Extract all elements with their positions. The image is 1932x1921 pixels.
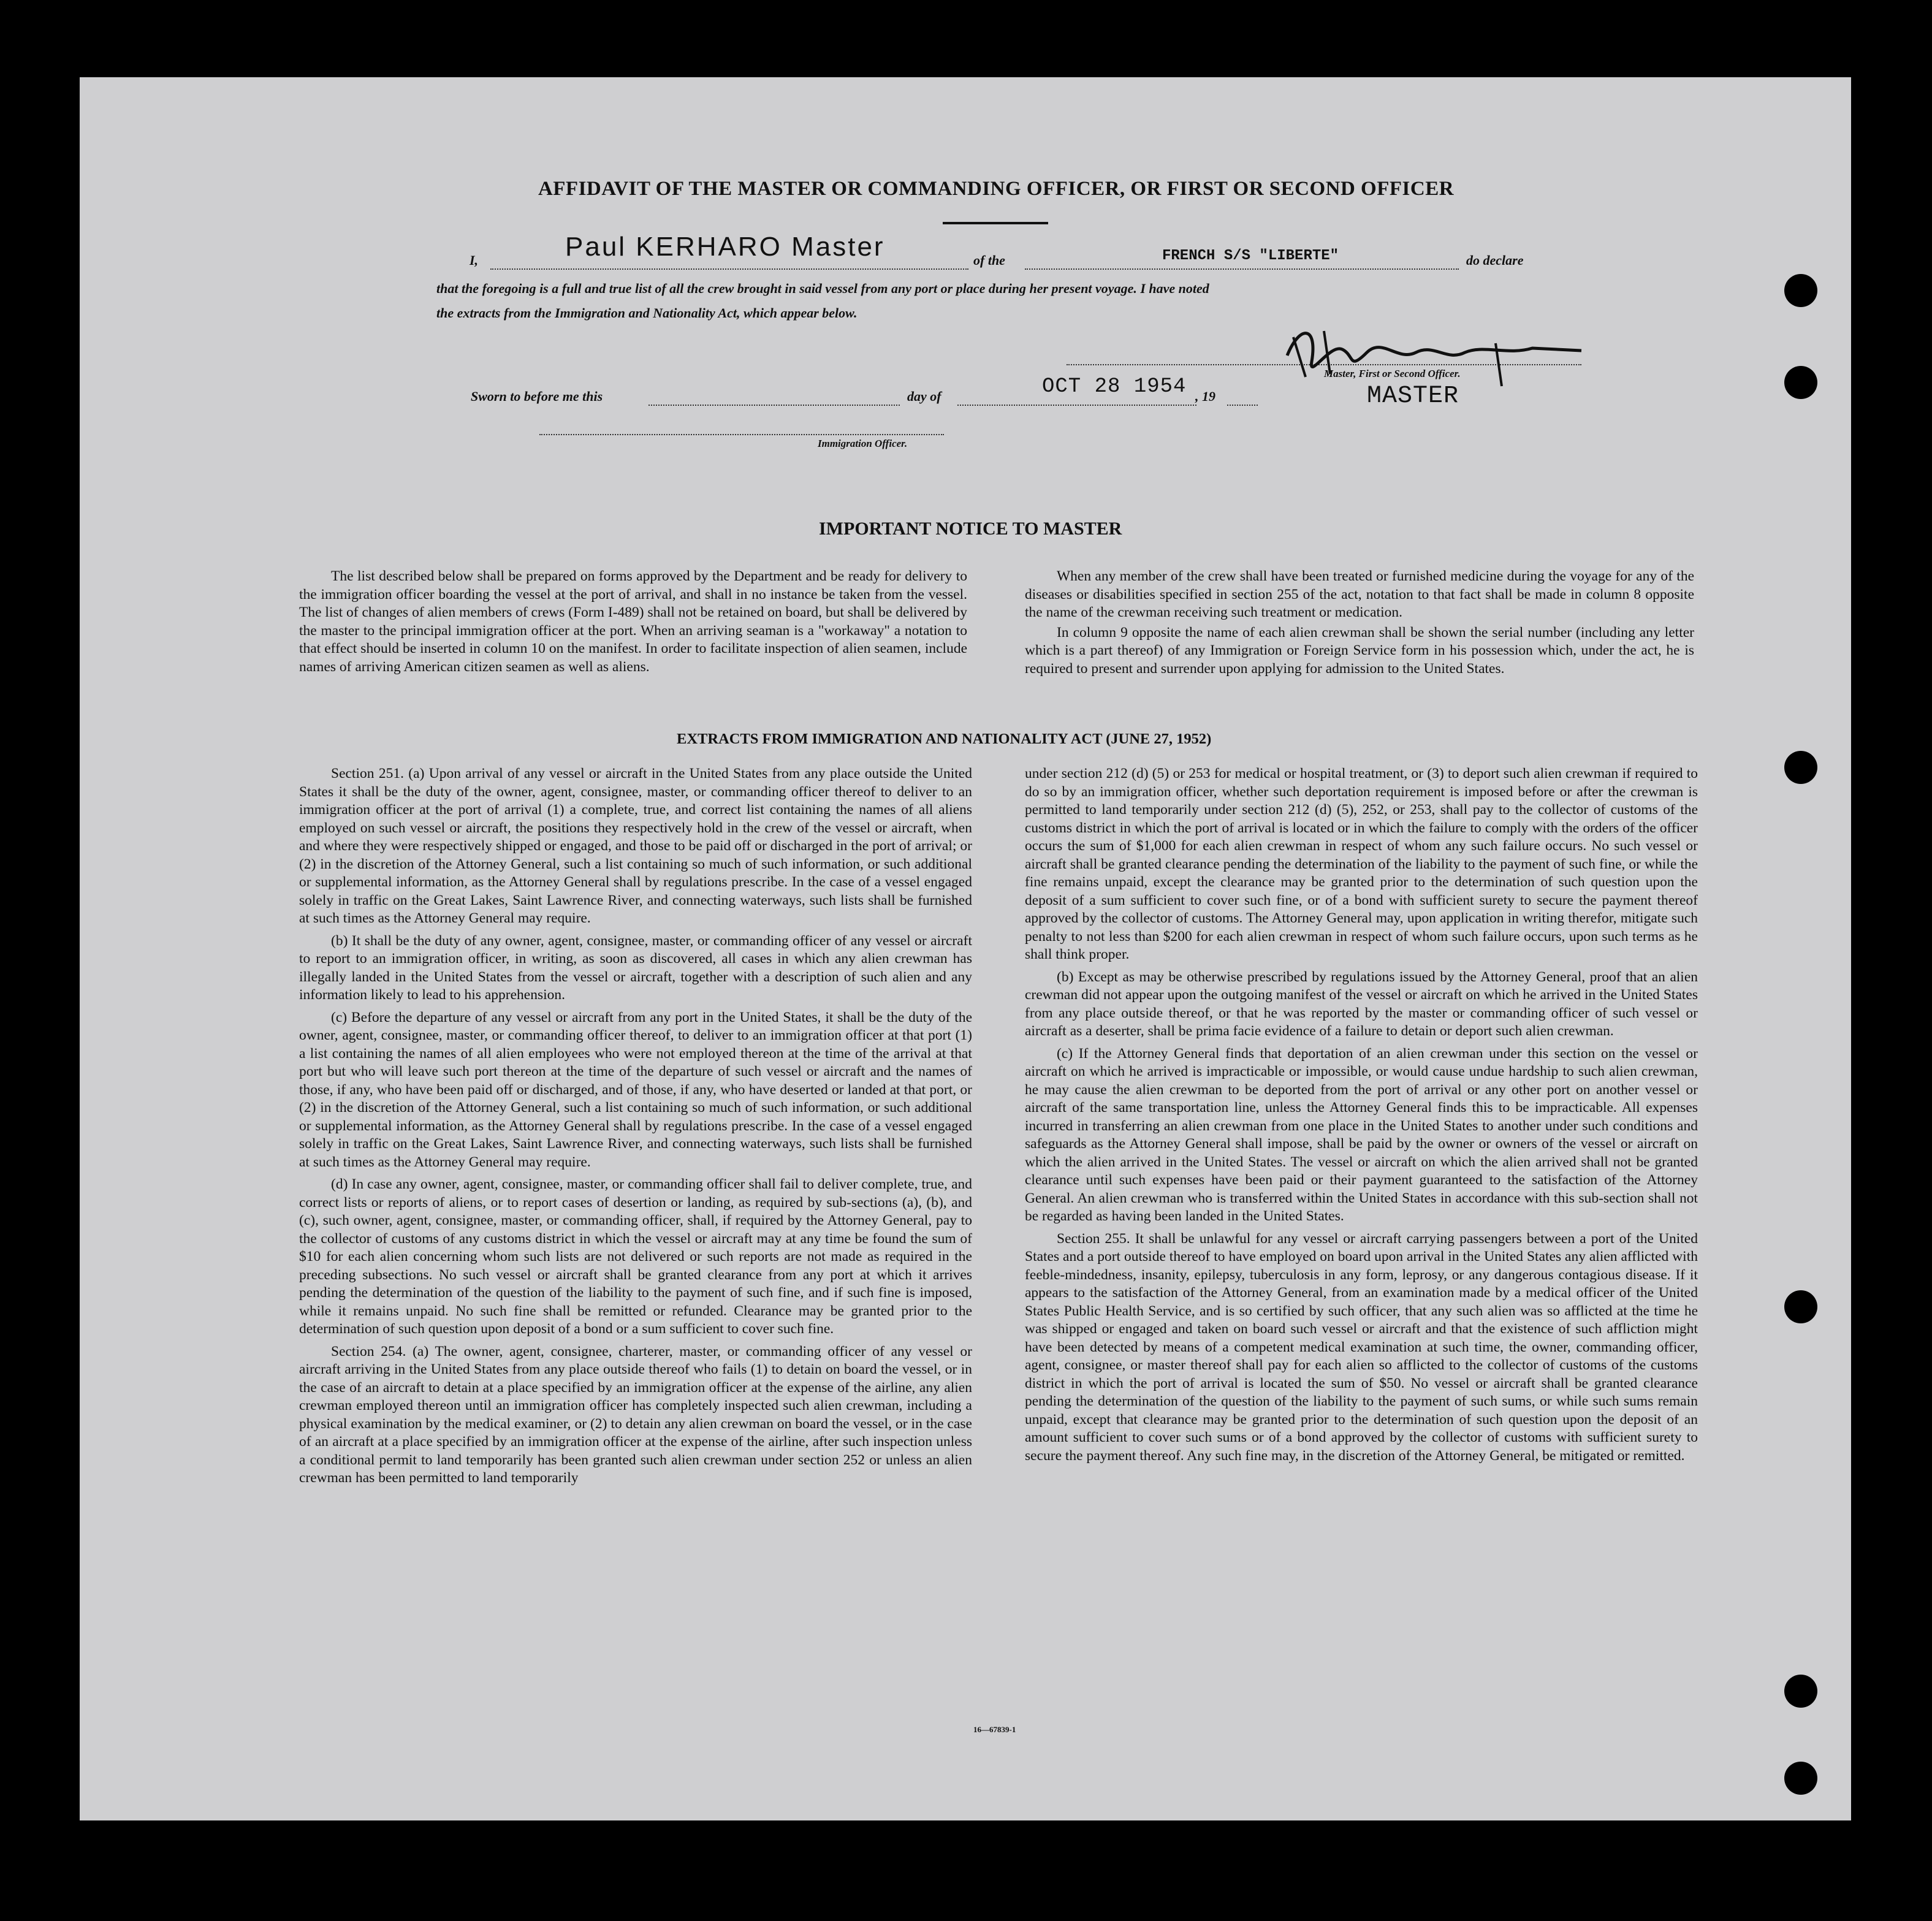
extracts-right-column xyxy=(1025,765,1698,1469)
section-251-c: (c) Before the departure of any vessel or aircraft from any port in the United States, it shall be the duty of the owner, agent, consignee, master, or commanding officer thereof, to deliver to an immigration officer at that port (1) a list containing the names of all alien employees who were not employed thereon at the time of the arrival at that port but who will leave such port thereon at the time of the departure of such vessel or aircraft and the names of those, if any, who have been paid off or discharged, and of those, if any, who have deserted or landed at that port, or (2) in the discretion of the Attorney General, such a list containing so much of such information, or such additional or supplemental information, as the Attorney General shall by regulations prescribe. In the case of a vessel engaged solely in traffic on the Great Lakes, Saint Lawrence River, and connecting waterways, such lists shall be furnished at such times as the Attorney General may require. xyxy=(299,1009,972,1170)
binder-hole xyxy=(1784,1762,1817,1795)
binder-hole xyxy=(1784,366,1817,399)
year-line xyxy=(1227,405,1258,406)
master-stamp: MASTER xyxy=(1367,382,1459,410)
sworn-label: Sworn to before me this xyxy=(471,389,603,404)
title-underline xyxy=(943,222,1048,224)
notice-right-column xyxy=(1025,568,1694,682)
declarant-line xyxy=(490,268,968,270)
binder-hole xyxy=(1784,751,1817,784)
section-254-a-continued: under section 212 (d) (5) or 253 for medical or hospital treatment, or (3) to deport such alien crewman if required to do so by an immigration officer, whether such deportation requirement is imposed before or after the crewman is permitted to land temporarily under section 212 (d) (5), 252, or 253, shall pay to the collector of customs of the customs district in which the port of arrival is located or in which the failure to comply with the orders of the officer occurs the sum of $1,000 for each alien crewman in respect of whom any such failure occurs. No such vessel or aircraft shall be granted clearance pending the determination of the liability to the payment of such fine, or while the fine remains unpaid, except the clearance may be granted prior to the determination of such question upon the deposit of a sum sufficient to cover such fine, or of a bond with sufficient surety to secure the payment thereof approved by the collector of customs. The Attorney General may, upon application in writing therefor, mitigate such penalty to not less than $200 for each alien crewman in respect of whom such failure occurs, upon such terms as he shall think proper. xyxy=(1025,766,1698,962)
binder-hole xyxy=(1784,274,1817,307)
section-251-b: (b) It shall be the duty of any owner, agent, consignee, master, or commanding officer of any vessel or aircraft to report to an immigration officer, in writing, as soon as discovered, all cases in which any alien crewman has illegally landed in the United States from the vessel or aircraft, together with a description of such alien and any information likely to lead to his apprehension. xyxy=(299,932,972,1003)
section-255: Section 255. It shall be unlawful for any vessel or aircraft carrying passengers between a port of the United States and a port outside thereof to have employed on board upon arrival in the United States any alien afflicted with feeble-mindedness, insanity, epilepsy, tuberculosis in any form, leprosy, or any dangerous contagious disease. If it appears to the satisfaction of the Attorney General, from an examination made by a medical officer of the United States Public Health Service, and is so certified by such officer, that any such alien was so afflicted at the time he was shipped or engaged and taken on board such vessel or aircraft and that the existence of such affliction might have been detected by means of a competent medical examination at such time, the owner, commanding officer, agent, consignee, or master thereof shall pay for each alien so afflicted to the collector of customs of the customs district in which the port of arrival is located the sum of $50. No vessel or aircraft shall be granted clearance pending the determination of the question of the liability to the payment of such sums, or while such sums remain unpaid, except that clearance may be granted prior to the determination of such question upon the deposit of an amount sufficient to cover such sums or of a bond approved by the collector of customs with sufficient surety to secure the payment thereof. Any such fine may, in the discretion of the Attorney General, be mitigated or remitted. xyxy=(1025,1230,1698,1464)
i-label: I, xyxy=(470,253,479,268)
notice-right-text-1: When any member of the crew shall have been treated or furnished medicine during the voyage for any of the diseases or disabilities specified in section 255 of the act, notation to that fact shall be made in column 8 opposite the name of the crewman receiving such treatment or medication. xyxy=(1025,568,1694,620)
affidavit-title: AFFIDAVIT OF THE MASTER OR COMMANDING OFFICER, OR FIRST OR SECOND OFFICER xyxy=(538,178,1455,200)
date-line xyxy=(957,405,1196,406)
day-of-label: day of xyxy=(907,389,941,404)
section-254-b: (b) Except as may be otherwise prescribed by regulations issued by the Attorney General, proof that an alien crewman did not appear upon the outgoing manifest of the vessel or aircraft on which he arrived in the United States from any place outside thereof, or that he was reported by the master or commanding officer of such vessel or aircraft as a deserter, shall be prima facie evidence of a failure to detain or deport such alien crewman. xyxy=(1025,968,1698,1039)
immigration-officer-line xyxy=(539,434,944,435)
declarant-name: Paul KERHARO Master xyxy=(565,232,885,262)
notice-heading: IMPORTANT NOTICE TO MASTER xyxy=(819,519,1122,539)
notice-right-text-2: In column 9 opposite the name of each alien crewman shall be shown the serial number (including any letter which is a part thereof) of any Immigration or Foreign Service form in his possession which, under the act, he is required to present and surrender upon applying for admission to the United States. xyxy=(1025,624,1694,677)
section-254-a: Section 254. (a) The owner, agent, consignee, charterer, master, or commanding officer of any vessel or aircraft arriving in the United States from any place outside thereof who fails (1) to detain on board the vessel, or in the case of an aircraft to detain at a place specified by an immigration officer at the expense of the airline, any alien crewman employed thereon until an immigration officer has completely inspected such alien crewman, including a physical examination by the medical examiner, or (2) to detain any alien crewman on board the vessel, or in the case of an aircraft at a place specified by an immigration officer at the expense of the airline, after such inspection unless a conditional permit to land temporarily has been granted such alien crewman under section 252 or unless an alien crewman has been permitted to land temporarily xyxy=(299,1343,972,1486)
master-signature xyxy=(1275,319,1594,392)
date-stamp: OCT 28 1954 xyxy=(1042,375,1187,398)
binder-hole xyxy=(1784,1675,1817,1708)
of-the-label: of the xyxy=(973,253,1005,268)
section-254-c: (c) If the Attorney General finds that deportation of an alien crewman under this section on the vessel or aircraft on which he arrived is impracticable or impossible, or would cause undue hardship to such alien crewman, he may cause the alien crewman to be deported from the port of arrival or any other port on another vessel or aircraft of the same transportation line, unless the Attorney General finds this to be impracticable. All expenses incurred in transferring an alien crewman from one place in the United States to another under such conditions and safeguards as the Attorney General shall impose, shall be paid by the owner or owners of the vessel or aircraft on which the alien arrived in the United States. The vessel or aircraft on which the alien arrived shall not be granted clearance until such expenses have been paid or their payment guaranteed to the satisfaction of the Attorney General. An alien crewman who is transferred within the United States in accordance with this sub-section shall not be regarded as having been landed in the United States. xyxy=(1025,1045,1698,1224)
notice-left-text: The list described below shall be prepared on forms approved by the Department and be ready for delivery to the immigration officer boarding the vessel at the port of arrival, and shall in no instance be taken from the vessel. The list of changes of alien members of crews (Form I-489) shall not be retained on board, but shall be delivered by the master to the principal immigration officer at the port. When an arriving seaman is a "workaway" a notation to that effect should be inserted in column 10 on the manifest. In order to facilitate inspection of alien seamen, include names of arriving American citizen seamen as well as aliens. xyxy=(299,568,967,675)
year-label: , 19 xyxy=(1195,389,1215,404)
section-251-a: Section 251. (a) Upon arrival of any vessel or aircraft in the United States from any place outside the United States it shall be the duty of the owner, agent, consignee, master, or commanding officer thereof to deliver to an immigration officer at the port of arrival (1) a complete, true, and correct list containing the names of all aliens employed on such vessel or aircraft, the positions they respectively hold in the crew of the vessel or aircraft, when and where they were respectively shipped or engaged, and those to be paid off or discharged in the port of arrival; or (2) in the discretion of the Attorney General, such a list containing so much of such information, or such additional or supplemental information, as the Attorney General shall by regulations prescribe. In the case of a vessel engaged solely in traffic on the Great Lakes, Saint Lawrence River, and connecting waterways, such lists shall be furnished at such times as the Attorney General may require. xyxy=(299,766,972,926)
declaration-line-3: the extracts from the Immigration and Nationality Act, which appear below. xyxy=(436,305,858,321)
section-251-d: (d) In case any owner, agent, consignee, master, or commanding officer shall fail to deliver complete, true, and correct lists or reports of aliens, or to report cases of desertion or landing, as required by sub-sections (a), (b), and (c), such owner, agent, consignee, master, or commanding officer, shall, if required by the Attorney General, pay to the collector of customs of any customs district in which the vessel or aircraft may at any time be found the sum of $10 for each alien concerning whom such lists are not delivered or such reports are not made as required in the preceding subsections. No such vessel or aircraft shall be granted clearance from any port at which it arrives pending the determination of the question of the liability to the payment of such fine, and if such fine is imposed, while it remains unpaid. No such fine shall be remitted or refunded. Clearance may be granted prior to the determination of such question upon deposit of a bond or a sum sufficient to cover such fine. xyxy=(299,1176,972,1337)
do-declare-label: do declare xyxy=(1466,253,1524,268)
extracts-left-column xyxy=(299,765,972,1492)
officer-caption: Master, First or Second Officer. xyxy=(1324,368,1461,379)
binder-hole xyxy=(1784,1290,1817,1323)
immigration-officer-caption: Immigration Officer. xyxy=(818,438,908,449)
extracts-heading: EXTRACTS FROM IMMIGRATION AND NATIONALITY ACT (JUNE 27, 1952) xyxy=(677,731,1212,747)
vessel-line xyxy=(1025,268,1459,270)
form-number: 16—67839-1 xyxy=(973,1725,1016,1734)
vessel-name: FRENCH S/S "LIBERTE" xyxy=(1162,248,1339,264)
sworn-line xyxy=(648,405,900,406)
notice-left-column xyxy=(299,568,967,680)
declaration-line-2: that the foregoing is a full and true list of all the crew brought in said vessel from any port or place during her present voyage. I have noted xyxy=(436,281,1209,296)
